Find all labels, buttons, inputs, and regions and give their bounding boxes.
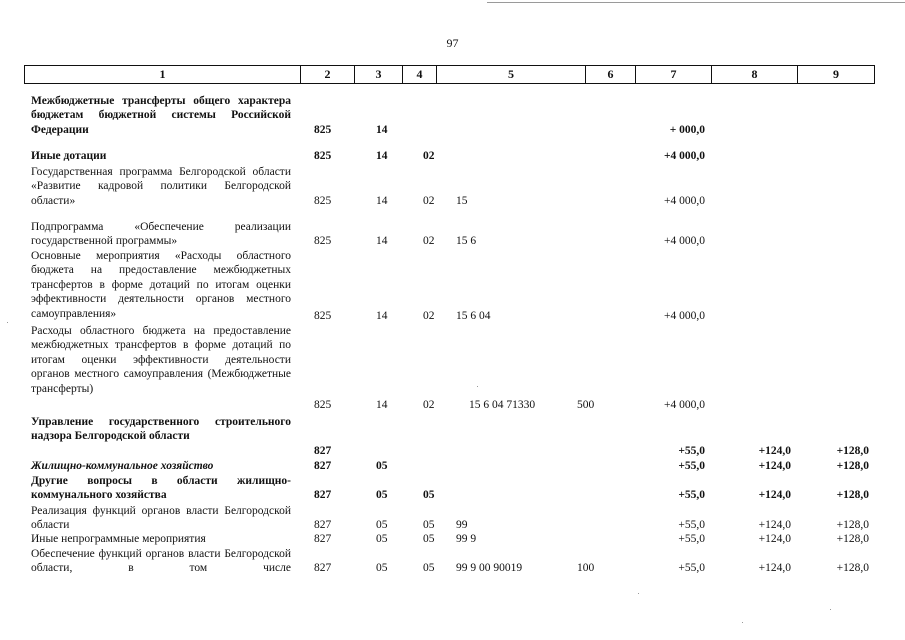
row-9-col-5: 99 (456, 519, 468, 531)
row-7-col-2: 827 (314, 460, 332, 472)
row-10-col-7: +55,0 (678, 533, 705, 545)
row-6-col-8: +124,0 (758, 445, 791, 457)
scan-speck (477, 386, 478, 387)
row-0-col-3: 14 (376, 124, 388, 136)
row-5-description: Расходы областного бюджета на предоставление межбюджетных трансфертов в форме дотаций по итогам оценки эффективности деятельности органов местного самоуправления (Межбюджетные трансферты) (31, 325, 291, 395)
row-4-description: Основные мероприятия «Расходы областного бюджета на предоставление межбюджетных трансфертов в форме дотаций по итогам оценки эффективности деятельности органов местного самоуправления» (31, 250, 291, 320)
row-1-col-4: 02 (423, 150, 435, 162)
row-0-col-7: + 000,0 (669, 124, 705, 136)
row-0-description: Межбюджетные трансферты общего характера бюджетам бюджетной системы Российской Федерации (31, 95, 291, 136)
header-col-6: 6 (585, 66, 635, 83)
row-4-col-3: 14 (376, 310, 388, 322)
row-11-col-6: 100 (577, 562, 595, 574)
row-9-col-7: +55,0 (678, 519, 705, 531)
row-10-col-5: 99 9 (456, 533, 477, 545)
row-11-col-2: 827 (314, 562, 332, 574)
header-col-5: 5 (436, 66, 585, 83)
row-4-col-4: 02 (423, 310, 435, 322)
row-5-col-2: 825 (314, 399, 332, 411)
row-9-description: Реализация функций органов власти Белгородской области (31, 505, 291, 532)
row-11-description: Обеспечение функций органов власти Белгородской области, в том числе (31, 548, 291, 575)
row-1-description: Иные дотации (31, 150, 107, 162)
row-9-col-3: 05 (376, 519, 388, 531)
row-9-col-4: 05 (423, 519, 435, 531)
header-col-2: 2 (300, 66, 354, 83)
row-3-col-7: +4 000,0 (664, 235, 705, 247)
row-3-col-4: 02 (423, 235, 435, 247)
row-7-col-9: +128,0 (836, 460, 869, 472)
row-2-col-3: 14 (376, 195, 388, 207)
row-8-col-3: 05 (376, 489, 388, 501)
scan-speck (638, 593, 639, 594)
row-6-col-9: +128,0 (836, 445, 869, 457)
row-6-col-2: 827 (314, 445, 332, 457)
row-2-col-5: 15 (456, 195, 468, 207)
row-10-col-2: 827 (314, 533, 332, 545)
row-10-col-4: 05 (423, 533, 435, 545)
row-0-col-2: 825 (314, 124, 332, 136)
row-8-description: Другие вопросы в области жилищно-коммунального хозяйства (31, 475, 291, 502)
row-8-col-2: 827 (314, 489, 332, 501)
row-2-col-7: +4 000,0 (664, 195, 705, 207)
row-3-col-5: 15 6 (456, 235, 477, 247)
scan-speck (830, 609, 831, 610)
row-2-col-4: 02 (423, 195, 435, 207)
row-3-col-3: 14 (376, 235, 388, 247)
header-col-4: 4 (402, 66, 436, 83)
row-11-col-7: +55,0 (678, 562, 705, 574)
row-9-col-8: +124,0 (758, 519, 791, 531)
row-10-col-9: +128,0 (836, 533, 869, 545)
row-7-col-7: +55,0 (678, 460, 705, 472)
row-3-col-2: 825 (314, 235, 332, 247)
top-rule (487, 2, 905, 3)
row-8-col-7: +55,0 (678, 489, 705, 501)
row-1-col-3: 14 (376, 150, 388, 162)
row-11-col-8: +124,0 (758, 562, 791, 574)
row-4-col-2: 825 (314, 310, 332, 322)
row-10-col-8: +124,0 (758, 533, 791, 545)
header-col-9: 9 (797, 66, 874, 83)
row-7-col-3: 05 (376, 460, 388, 472)
row-11-col-9: +128,0 (836, 562, 869, 574)
row-6-col-7: +55,0 (678, 445, 705, 457)
table-header (24, 65, 875, 84)
row-11-col-5: 99 9 00 90019 (456, 562, 523, 574)
row-11-col-4: 05 (423, 562, 435, 574)
header-col-7: 7 (635, 66, 711, 83)
row-2-col-2: 825 (314, 195, 332, 207)
row-7-description: Жилищно-коммунальное хозяйство (31, 460, 214, 472)
row-4-col-7: +4 000,0 (664, 310, 705, 322)
header-col-3: 3 (354, 66, 402, 83)
page-number: 97 (446, 36, 459, 50)
row-10-col-3: 05 (376, 533, 388, 545)
row-10-description: Иные непрограммные мероприятия (31, 533, 206, 545)
row-6-description: Управление государственного строительного надзора Белгородской области (31, 416, 291, 443)
row-8-col-8: +124,0 (758, 489, 791, 501)
row-5-col-4: 02 (423, 399, 435, 411)
scan-speck (742, 622, 743, 623)
row-8-col-4: 05 (423, 489, 435, 501)
row-9-col-9: +128,0 (836, 519, 869, 531)
scan-speck (7, 322, 8, 323)
header-col-1: 1 (159, 67, 166, 81)
row-1-col-2: 825 (314, 150, 332, 162)
row-11-col-3: 05 (376, 562, 388, 574)
row-7-col-8: +124,0 (758, 460, 791, 472)
row-5-col-7: +4 000,0 (664, 399, 705, 411)
row-5-col-6: 500 (577, 399, 595, 411)
row-2-description: Государственная программа Белгородской области «Развитие кадровой политики Белгородской области» (31, 166, 291, 207)
row-4-col-5: 15 6 04 (456, 310, 491, 322)
row-8-col-9: +128,0 (836, 489, 869, 501)
header-col-8: 8 (711, 66, 797, 83)
row-1-col-7: +4 000,0 (663, 150, 705, 162)
row-5-col-5: 15 6 04 71330 (469, 399, 536, 411)
row-3-description: Подпрограмма «Обеспечение реализации государственной программы» (31, 221, 291, 248)
row-5-col-3: 14 (376, 399, 388, 411)
row-9-col-2: 827 (314, 519, 332, 531)
